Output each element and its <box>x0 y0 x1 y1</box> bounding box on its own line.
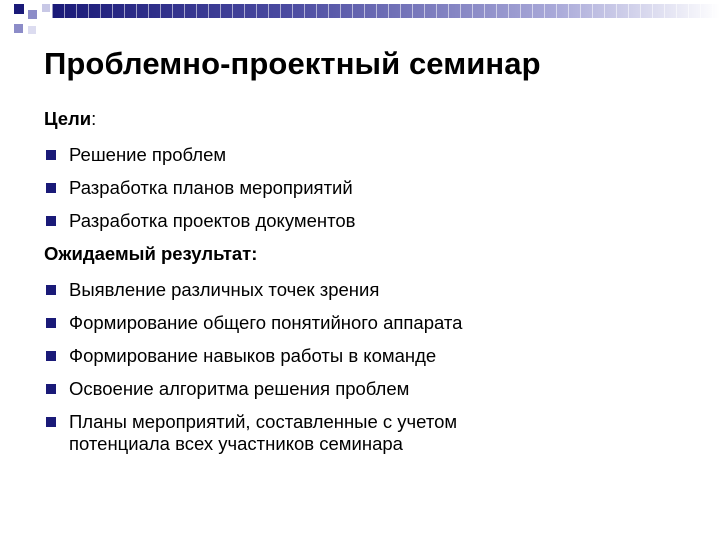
square-bullet-icon <box>46 183 56 193</box>
section-label-expected-result <box>44 243 684 265</box>
list-item-text: Формирование общего понятийного аппарата <box>69 312 463 333</box>
decorative-square <box>14 4 24 14</box>
square-bullet-icon <box>46 417 56 427</box>
square-bullet-icon <box>46 318 56 328</box>
decorative-square <box>28 10 37 19</box>
list-item <box>44 312 684 334</box>
section-label-colon: : <box>91 108 97 129</box>
list-item <box>44 411 684 455</box>
section-label-text: Цели <box>44 108 92 129</box>
list-item <box>44 210 684 232</box>
list-item-text: Разработка проектов документов <box>69 210 356 231</box>
list-item <box>44 177 684 199</box>
section-label-text: Ожидаемый результат: <box>44 243 258 264</box>
decorative-square <box>28 26 36 34</box>
list-item-text: Планы мероприятий, составленные с учетом потенциала всех участников семинара <box>69 411 458 454</box>
list-item-text: Решение проблем <box>69 144 227 165</box>
list-item-text: Выявление различных точек зрения <box>69 279 380 300</box>
square-bullet-icon <box>46 150 56 160</box>
list-item-text: Освоение алгоритма решения проблем <box>69 378 410 399</box>
square-bullet-icon <box>46 384 56 394</box>
list-item <box>44 378 684 400</box>
list-item <box>44 345 684 367</box>
slide-content <box>44 108 684 466</box>
decorative-square <box>42 4 50 12</box>
header-bar-pattern <box>52 4 720 18</box>
square-bullet-icon <box>46 285 56 295</box>
list-item <box>44 144 684 166</box>
list-item <box>44 279 684 301</box>
section-label-goals <box>44 108 684 130</box>
square-bullet-icon <box>46 216 56 226</box>
list-item-text: Формирование навыков работы в команде <box>69 345 437 366</box>
slide-title: Проблемно-проектный семинар <box>44 46 541 81</box>
list-item-text: Разработка планов мероприятий <box>69 177 353 198</box>
square-bullet-icon <box>46 351 56 361</box>
decorative-square <box>14 24 23 33</box>
